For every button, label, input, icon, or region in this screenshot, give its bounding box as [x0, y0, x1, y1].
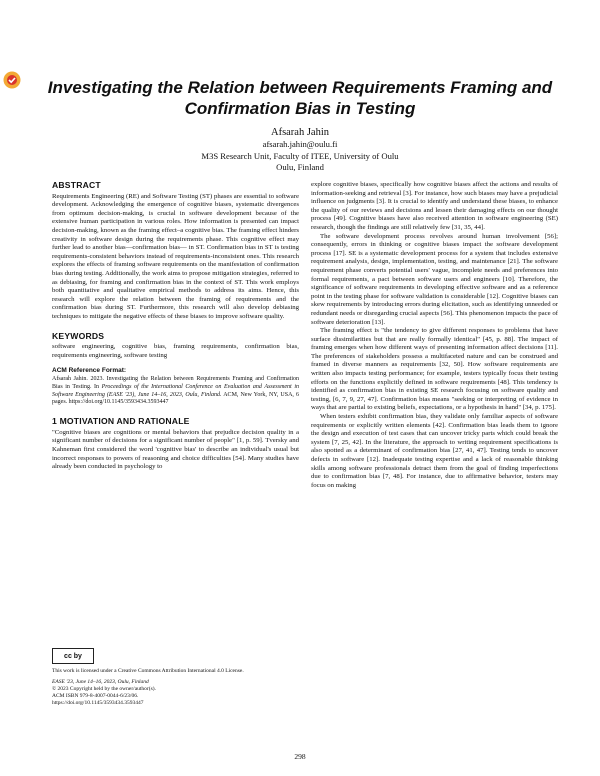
check-for-updates-badge[interactable] — [2, 70, 22, 98]
license-block — [52, 648, 299, 707]
left-column — [52, 181, 299, 472]
acm-reference-text-b: ACM, New York, NY, USA, 6 pages. https://doi.org/10.1145/3593434.3593447 — [52, 391, 300, 406]
right-paragraph-4: When testers exhibit confirmation bias, they validate only familiar aspects of software requirements or explicitly written elements [42]. Confirmation bias leads them to ignore the design and execution of test cases that can uncover tricky parts which could break the system [7, 25, 42]. In the literature, the approach to writing requirement specifications is also spotted as a determinant of confirmation bias [27, 41, 47]. Testing tends to uncover defects in software [12]. Inadequate testing expertise and a lack of reasonable thinking skills among software professionals detract them from the goal of finding imperfections due to confirmation bias [7, 48]. For instance, due to affirmative behavior, testers may focus on making — [311, 413, 558, 489]
acm-reference-label: ACM Reference Format: — [52, 367, 127, 375]
acm-reference-text-a: Afsarah Jahin. 2023. Investigating the Relation between Requirements Framing and Confirmation Bias in Testing. In — [52, 376, 299, 390]
section-1-heading: 1 MOTIVATION AND RATIONALE — [52, 416, 190, 427]
abstract-heading: ABSTRACT — [52, 180, 101, 190]
author-location: Oulu, Finland — [276, 162, 324, 172]
abstract-body: Requirements Engineering (RE) and Software Testing (ST) phases are essential to software development. Acknowledging the emergence of cognitive biases, systematic divergences from optimum decision-making, is crucial in software development because of the extensive human participation in various roles. How information is presented can impact decision-making, known as the framing effect–a cognitive bias. The framing effect hinders creativity in software design during the requirements phase. This cognitive effect may further lead to another bias—confirmation bias— in ST. Confirmation bias in ST is testing requirements-consistent behaviors instead of requirements-inconsistent ones. This research explores the effects of framing software requirements on the manifestation of confirmation bias during testing. Additionally, the work aims to propose mitigation strategies, referred to as debiasing, for framing and confirmation bias in the context of ST. This work employs both quantitative and qualitative empirical methods to address its aims. Hence, this research will explore the relation between the framing of requirements and the confirmation bias during ST. Furthermore, this research will also develop debiasing techniques to mitigate the negative effects of these biases to improve software quality. — [52, 192, 299, 320]
right-paragraph-2: The software development process revolves around human involvement [56]; consequently, errors in thinking or cognitive biases impact the software development process [17]. SE is a systematic development process for a system that includes extensive requirement analysis, design, implementation, testing, and maintenance [21]. The software requirement phase converts potential users' vague, incomplete needs and preferences into formal requirements, a pact between software users and engineers [10]. Therefore, the significance of software requirements in developing effective software and as a reference point in the testing phase for software validation is considerable [12]. Cognitive biases can skew requirements by introducing errors during elicitation, such as identifying unneeded or redundant needs or disregarding crucial aspects [56]. This phenomenon impacts the pace of software deterioration [13]. — [311, 232, 558, 326]
acm-reference-venue: Proceedings of the International Conference on Evaluation and Assessment in Software Engineering (EASE '23), June 14–16, 2023, Oulu, Finland. — [52, 383, 299, 398]
page-number: 298 — [294, 752, 306, 761]
license-isbn: ACM ISBN 979-8-4007-0044-6/23/06. — [52, 693, 139, 699]
right-paragraph-1: explore cognitive biases, specifically how cognitive biases affect the actions and results of information-seeking and retrieval [3]. For instance, how such biases may have a prejudicial influence on judgments [3]. It is crucial to identify and understand these biases, to enhance the quality of our reviews and decisions and lessen their damaging effects on our thought process [49]. Cognitive biases have also received attention in software engineering (SE) research, though the findings are still relatively few [31, 35, 44]. — [311, 181, 558, 231]
author-email[interactable]: afsarah.jahin@oulu.fi — [262, 139, 338, 149]
right-column — [311, 181, 558, 490]
acm-reference — [52, 367, 299, 407]
author-name: Afsarah Jahin — [270, 127, 330, 138]
license-doi[interactable]: https://doi.org/10.1145/3593434.3593447 — [52, 700, 144, 706]
check-for-updates-icon — [2, 70, 22, 98]
cc-by-icon[interactable]: cc by — [52, 648, 94, 664]
license-venue: EASE '23, June 14–16, 2023, Oulu, Finland — [52, 679, 149, 685]
keywords-heading: KEYWORDS — [52, 330, 105, 341]
license-text: This work is licensed under a Creative Commons Attribution International 4.0 License. — [52, 668, 244, 674]
author-affiliation: M3S Research Unit, Faculty of ITEE, University of Oulu — [201, 150, 399, 161]
section-1-paragraph: "Cognitive biases are cognitions or mental behaviors that prejudice decision quality in a significant number of decisions for a significant number of people" [1, p. 59]. Tversky and Kahneman first considered the word 'cognitive bias' to describe an individual's usual but incorrect responses to powers of reasoning and choice difficulties [54]. Many studies have already been conducted in psychology to — [52, 428, 299, 471]
license-copyright: © 2023 Copyright held by the owner/author(s). — [52, 686, 156, 692]
paper-title: Investigating the Relation between Requirements Framing and Confirmation Bias in Testing — [47, 78, 553, 118]
right-paragraph-3: The framing effect is "the tendency to give different responses to problems that have surface dissimilarities but that are really formally identical" [45, p. 88]. The impact of framing emerges when how different ways of presenting information affect decisions [11]. The preferences of stakeholders possess a multifaceted nature and can be construed and framed in diverse manners as requirements [32, 50]. How software requirements are written also impacts testing performance; for example, testers typically focus their testing efforts on the functions explicitly defined in software requirements [48]. This tendency is identified as confirmation bias in existing SE research focusing on software quality and testing, [6, 7, 9, 27, 47]. Confirmation bias means "seeking or interpreting of evidence in ways that are partial to existing beliefs, expectations, or a hypothesis in hand" [34, p. 175]. — [311, 327, 558, 412]
author-block — [150, 126, 450, 174]
keywords-body: software engineering, cognitive bias, framing requirements, confirmation bias, requirements engineering, software testing — [52, 343, 299, 359]
